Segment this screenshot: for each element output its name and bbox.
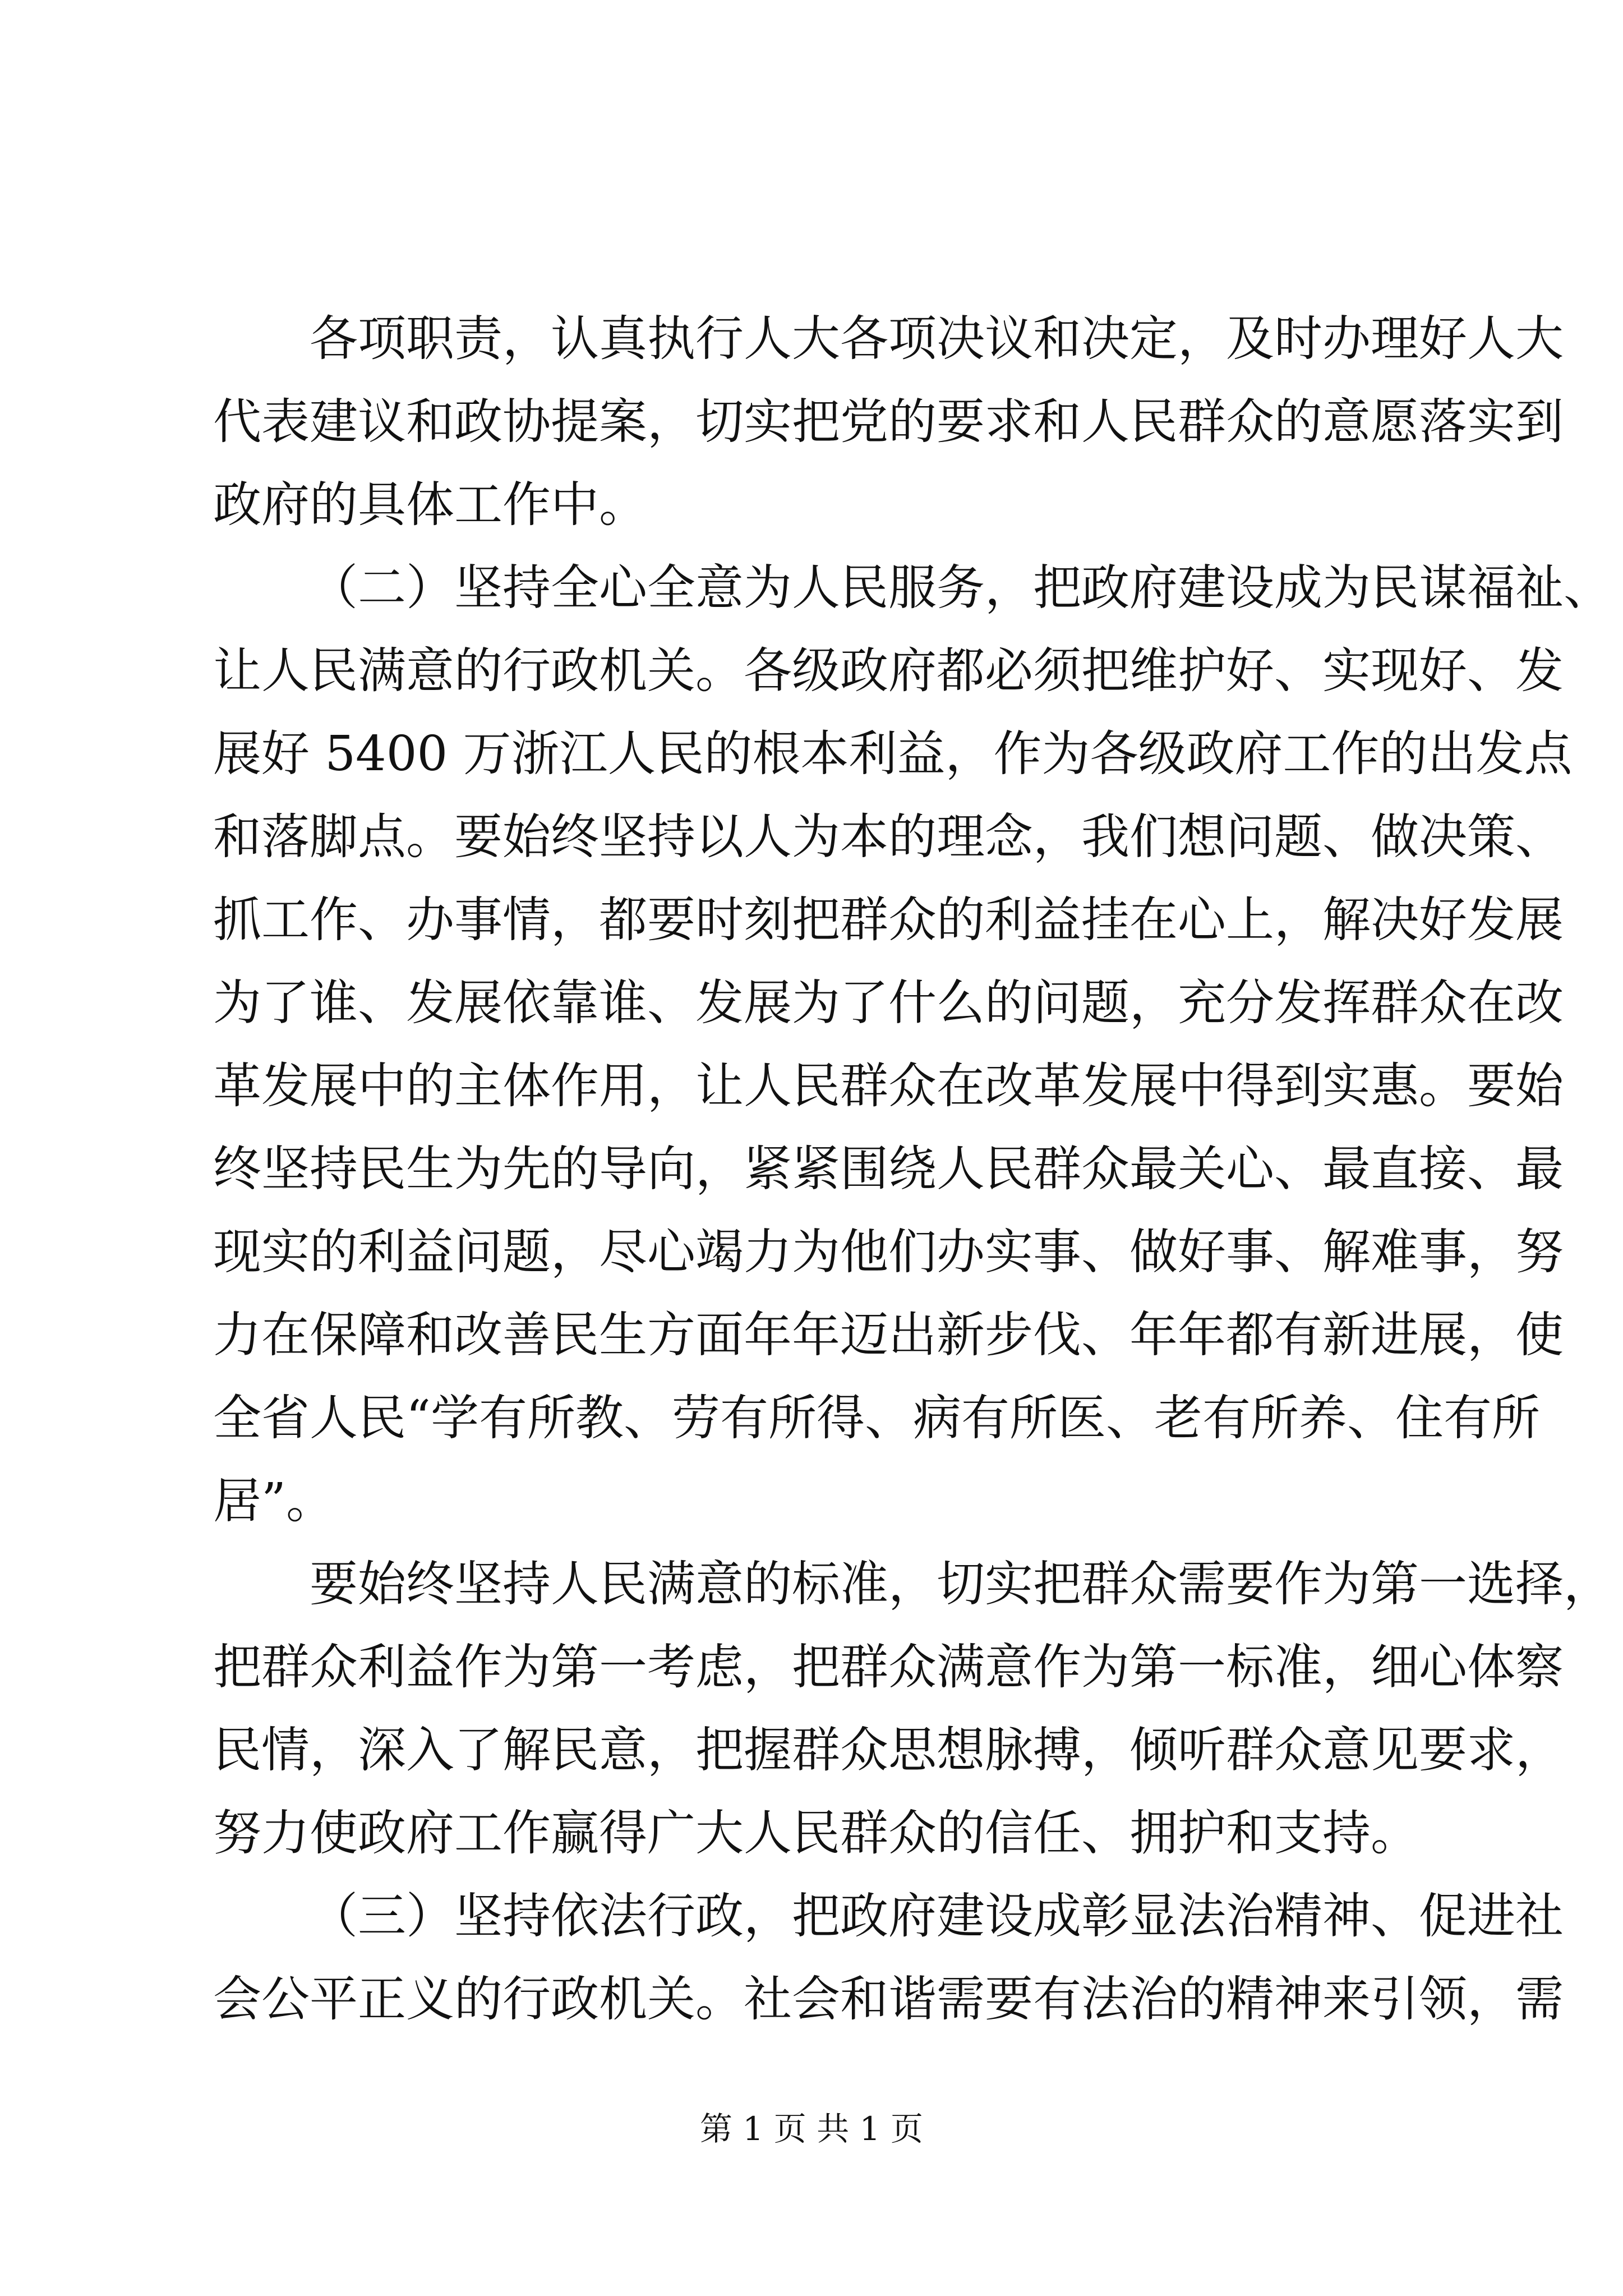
text-line: 现实的利益问题，尽心竭力为他们办实事、做好事、解难事，努 [213,1224,1564,1280]
text-line: 让人民满意的行政机关。各级政府都必须把维护好、实现好、发 [213,643,1564,699]
text-line: （三）坚持依法行政，把政府建设成彰显法治精神、促进社 [310,1888,1564,1944]
text-line: 全省人民“学有所教、劳有所得、病有所医、老有所养、住有所 [213,1390,1540,1446]
text-line: 为了谁、发展依靠谁、发展为了什么的问题，充分发挥群众在改 [213,975,1564,1031]
document-body [213,297,1612,2041]
page-number-label: 第 1 页 共 1 页 [700,2110,923,2148]
text-line: （二）坚持全心全意为人民服务，把政府建设成为民谋福祉、 [310,560,1612,616]
text-line: 和落脚点。要始终坚持以人为本的理念，我们想问题、做决策、 [213,809,1564,865]
text-line: 展好 5400 万浙江人民的根本利益，作为各级政府工作的出发点 [213,726,1573,782]
text-line: 力在保障和改善民生方面年年迈出新步伐、年年都有新进展，使 [213,1307,1564,1363]
page-footer [0,2106,1623,2151]
text-line: 各项职责，认真执行人大各项决议和决定，及时办理好人大 [310,311,1564,367]
text-line: 政府的具体工作中。 [213,477,647,533]
text-line: 抓工作、办事情，都要时刻把群众的利益挂在心上，解决好发展 [213,892,1564,948]
text-line: 会公平正义的行政机关。社会和谐需要有法治的精神来引领，需 [213,1971,1564,2027]
text-line: 要始终坚持人民满意的标准，切实把群众需要作为第一选择， [310,1556,1612,1612]
text-line: 居”。 [213,1473,334,1529]
text-line: 努力使政府工作赢得广大人民群众的信任、拥护和支持。 [213,1805,1419,1861]
text-line: 终坚持民生为先的导向，紧紧围绕人民群众最关心、最直接、最 [213,1141,1564,1197]
text-line: 把群众利益作为第一考虑，把群众满意作为第一标准，细心体察 [213,1639,1564,1695]
text-line: 革发展中的主体作用，让人民群众在改革发展中得到实惠。要始 [213,1058,1564,1114]
text-line: 民情，深入了解民意，把握群众思想脉搏，倾听群众意见要求， [213,1722,1564,1778]
text-line: 代表建议和政协提案，切实把党的要求和人民群众的意愿落实到 [213,394,1564,450]
